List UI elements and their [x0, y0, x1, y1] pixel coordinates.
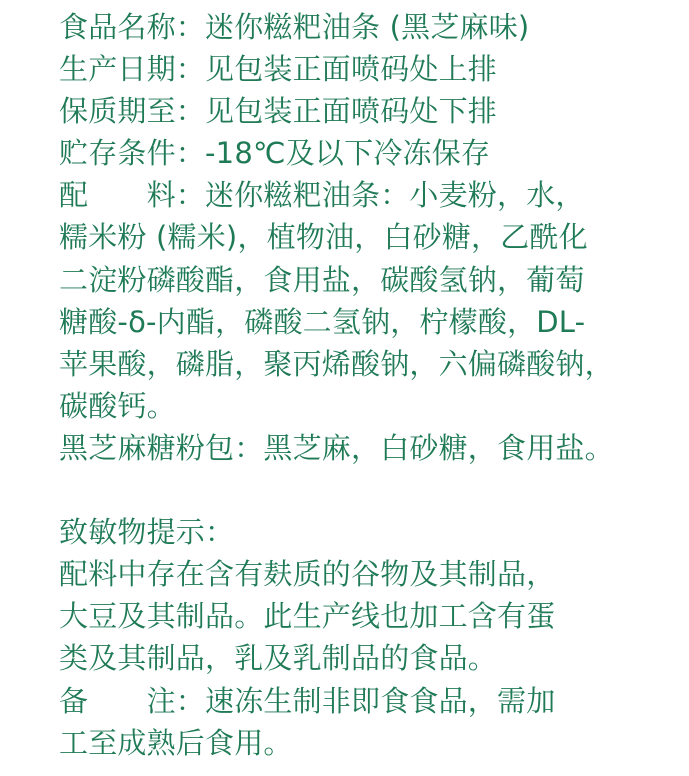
product-label-text [59, 6, 684, 764]
ingredients-line-6: 碳酸钙。 [59, 388, 176, 423]
remark-line-1: 备 注：速冻生制非即食食品，需加 [59, 683, 556, 718]
production-date-line: 生产日期：见包装正面喷码处上排 [59, 52, 498, 87]
ingredients-line-5: 苹果酸，磷脂，聚丙烯酸钠，六偏磷酸钠， [59, 346, 614, 381]
allergen-line-3: 类及其制品，乳及乳制品的食品。 [59, 641, 498, 676]
ingredients-line-2: 糯米粉 (糯米)，植物油，白砂糖，乙酰化 [59, 220, 588, 255]
allergen-line-1: 配料中存在含有麸质的谷物及其制品， [59, 557, 556, 592]
ingredients-line-4: 糖酸-δ-内酯，磷酸二氢钠，柠檬酸，DL- [59, 304, 586, 339]
expiry-date-line: 保质期至：见包装正面喷码处下排 [59, 94, 498, 129]
sesame-sugar-pack-line: 黑芝麻糖粉包：黑芝麻，白砂糖，食用盐。 [59, 430, 614, 465]
allergen-line-2: 大豆及其制品。此生产线也加工含有蛋 [59, 599, 556, 634]
allergen-heading: 致敏物提示： [59, 515, 235, 550]
storage-condition-line: 贮存条件：-18℃及以下冷冻保存 [59, 136, 491, 171]
product-name-line: 食品名称：迷你糍粑油条 (黑芝麻味) [59, 10, 530, 44]
ingredients-line-3: 二淀粉磷酸酯，食用盐，碳酸氢钠，葡萄 [59, 262, 585, 297]
remark-line-2: 工至成熟后食用。 [59, 725, 293, 760]
ingredients-line-1: 配 料：迷你糍粑油条：小麦粉，水， [59, 178, 585, 213]
blank-spacer [59, 469, 684, 511]
